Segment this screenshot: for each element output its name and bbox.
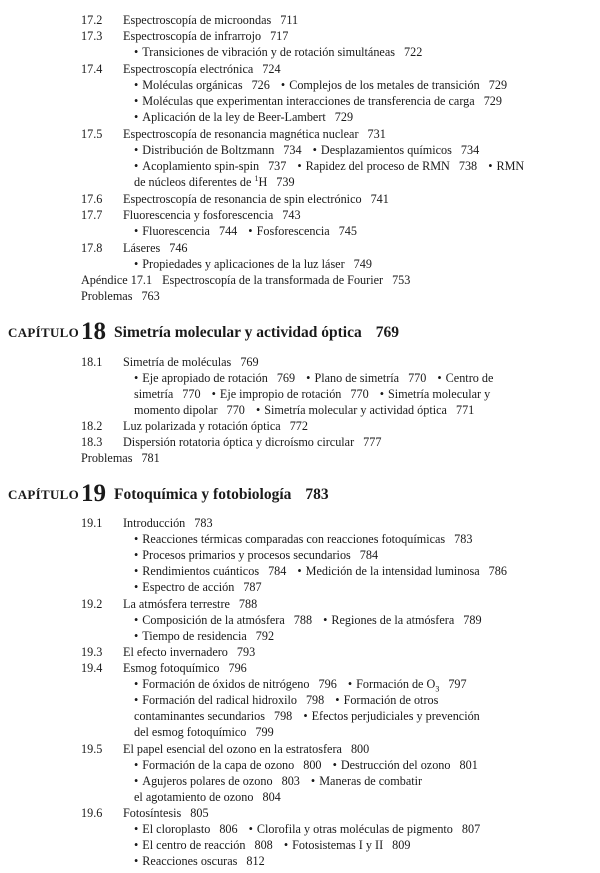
toc-subsection: • Eje apropiado de rotación 769 • Plano de simetría 770 • Centro de xyxy=(134,371,494,385)
toc-problems: Problemas 763 xyxy=(81,289,160,303)
toc-section: 17.3 Espectroscopía de infrarrojo 717 xyxy=(81,29,289,43)
toc-subsection: • Transiciones de vibración y de rotación simultáneas 722 xyxy=(134,45,423,59)
toc-subsection: simetría 770 • Eje impropio de rotación 770 • Simetría molecular y xyxy=(134,387,491,401)
toc-section: 17.7 Fluorescencia y fosforescencia 743 xyxy=(81,208,301,222)
toc-subsection: • Tiempo de residencia 792 xyxy=(134,629,275,643)
toc-subsection: • Formación de óxidos de nitrógeno 796 • Formación de $O_3$ 797 xyxy=(134,677,467,694)
toc-subsection: • El centro de reacción 808 • Fotosistemas I y II 809 xyxy=(134,838,411,852)
toc-section: 18.2 Luz polarizada y rotación óptica 772 xyxy=(81,419,308,433)
toc-section: 19.5 El papel esencial del ozono en la estratosfera 800 xyxy=(81,742,370,756)
toc-section: 19.2 La atmósfera terrestre 788 xyxy=(81,597,258,611)
toc-section: 17.8 Láseres 746 xyxy=(81,241,188,255)
toc-section: 18.3 Dispersión rotatoria óptica y dicroísmo circular 777 xyxy=(81,435,382,449)
toc-section: 17.5 Espectroscopía de resonancia magnética nuclear 731 xyxy=(81,127,386,141)
toc-section: 19.3 El efecto invernadero 793 xyxy=(81,645,256,659)
toc-section: 19.4 Esmog fotoquímico 796 xyxy=(81,661,247,675)
toc-subsection: • Moléculas orgánicas 726 • Complejos de los metales de transición 729 xyxy=(134,78,508,92)
chapter-heading: CAPÍTULO19 Fotoquímica y fotobiología 783 xyxy=(8,480,329,507)
toc-section: 17.4 Espectroscopía electrónica 724 xyxy=(81,62,281,76)
toc-subsection: • Distribución de Boltzmann 734 • Desplazamientos químicos 734 xyxy=(134,143,480,157)
toc-section: 17.6 Espectroscopía de resonancia de spin electrónico 741 xyxy=(81,192,389,206)
toc-subsection: • Reacciones oscuras 812 xyxy=(134,854,265,868)
toc-section: 19.1 Introducción 783 xyxy=(81,516,213,530)
toc-subsection: momento dipolar 770 • Simetría molecular y actividad óptica 771 xyxy=(134,403,475,417)
toc-section: 19.6 Fotosíntesis 805 xyxy=(81,806,209,820)
toc-subsection: • Formación del radical hidroxilo 798 • Formación de otros xyxy=(134,693,439,707)
toc-subsection-continuation: del esmog fotoquímico 799 xyxy=(134,725,274,739)
toc-subsection: • Reacciones térmicas comparadas con reacciones fotoquímicas 783 xyxy=(134,532,473,546)
toc-subsection: • Formación de la capa de ozono 800 • Destrucción del ozono 801 xyxy=(134,758,478,772)
toc-problems: Problemas 781 xyxy=(81,451,160,465)
toc-subsection: • Acoplamiento spin-spin 737 • Rapidez del proceso de RMN 738 • RMN xyxy=(134,159,525,173)
toc-subsection: • Composición de la atmósfera 788 • Regiones de la atmósfera 789 xyxy=(134,613,482,627)
toc-subsection: • Fluorescencia 744 • Fosforescencia 745 xyxy=(134,224,357,238)
toc-section: 18.1 Simetría de moléculas 769 xyxy=(81,355,259,369)
toc-section: 17.2 Espectroscopía de microondas 711 xyxy=(81,13,299,27)
toc-appendix: Apéndice 17.1 Espectroscopía de la transformada de Fourier 753 xyxy=(81,273,411,287)
toc-subsection-continuation: el agotamiento de ozono 804 xyxy=(134,790,281,804)
toc-subsection: contaminantes secundarios 798 • Efectos perjudiciales y prevención xyxy=(134,709,480,723)
toc-subsection: • El cloroplasto 806 • Clorofila y otras moléculas de pigmento 807 xyxy=(134,822,481,836)
toc-subsection: • Agujeros polares de ozono 803 • Maneras de combatir xyxy=(134,774,423,788)
toc-subsection: • Procesos primarios y procesos secundarios 784 xyxy=(134,548,379,562)
toc-subsection: • Aplicación de la ley de Beer-Lambert 729 xyxy=(134,110,354,124)
toc-subsection: • Propiedades y aplicaciones de la luz láser 749 xyxy=(134,257,372,271)
toc-subsection: • Rendimientos cuánticos 784 • Medición de la intensidad luminosa 786 xyxy=(134,564,507,578)
toc-subsection: • Moléculas que experimentan interacciones de transferencia de carga 729 xyxy=(134,94,502,108)
chapter-heading: CAPÍTULO18 Simetría molecular y actividad óptica 769 xyxy=(8,318,399,345)
toc-subsection-continuation: de núcleos diferentes de $^1$H 739 xyxy=(134,173,295,189)
toc-subsection: • Espectro de acción 787 xyxy=(134,580,262,594)
